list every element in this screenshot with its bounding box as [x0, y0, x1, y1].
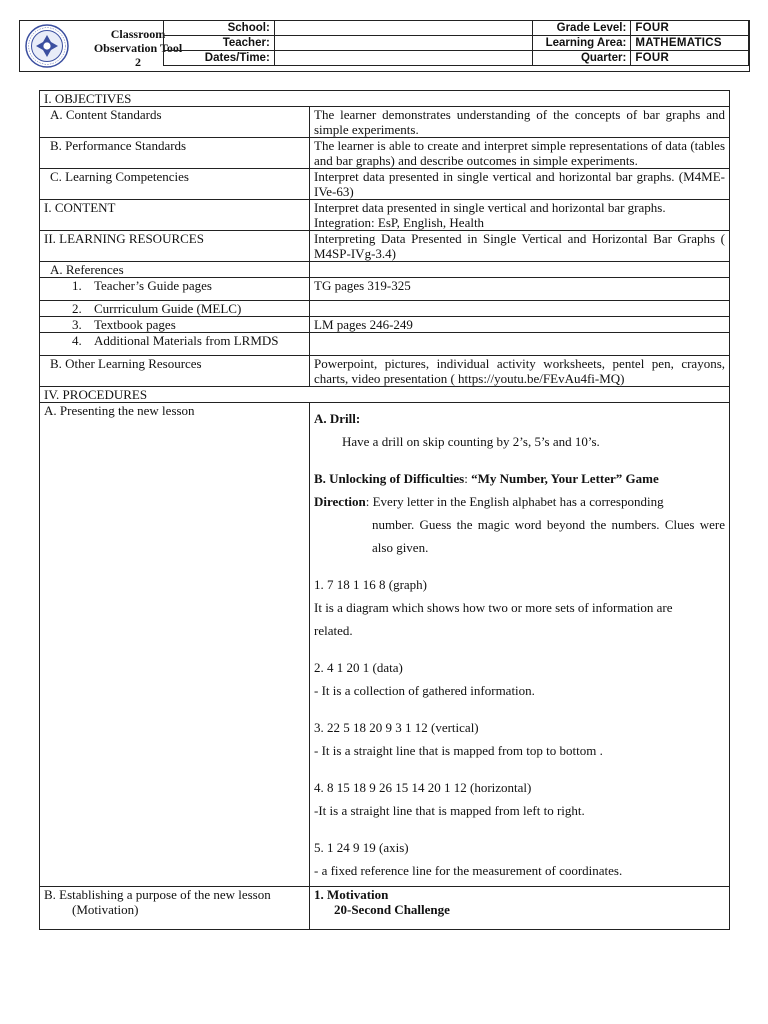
establishing-purpose-row [40, 887, 730, 930]
lesson-plan-table [39, 90, 730, 930]
reference-number: 2. [72, 301, 82, 316]
reference-number: 1. [72, 278, 82, 293]
unlocking-colon: : [464, 471, 472, 486]
reference-item-row [40, 317, 730, 333]
learning-resources-text: Interpreting Data Presented in Single Vertical and Horizontal Bar Graphs ( M4SP-IVg-3.4) [310, 231, 730, 262]
content-standards-label: A. Content Standards [40, 107, 310, 138]
references-value [310, 262, 730, 278]
clue-definition: -It is a straight line that is mapped from left to right. [314, 803, 585, 818]
clue-code: 3. 22 5 18 20 9 3 1 12 (vertical) [314, 720, 479, 735]
learning-area-value: MATHEMATICS [631, 36, 749, 51]
dates-label: Dates/Time: [164, 51, 275, 66]
presenting-lesson-row [40, 403, 730, 887]
quarter-value: FOUR [631, 51, 749, 66]
reference-value: TG pages 319-325 [310, 278, 730, 301]
reference-item-row [40, 333, 730, 356]
learning-competencies-label: C. Learning Competencies [40, 169, 310, 200]
performance-standards-text: The learner is able to create and interpret simple representations of data (tables and bar graphs) and describe outcomes in simple experiments. [310, 138, 730, 169]
deped-seal-icon [25, 24, 69, 68]
reference-label: Textbook pages [94, 317, 176, 332]
teacher-value [274, 36, 532, 51]
school-value [274, 21, 532, 36]
learning-area-label: Learning Area: [532, 36, 631, 51]
direction-label: Direction [314, 494, 366, 509]
header-block [19, 20, 750, 72]
reference-number: 3. [72, 317, 82, 332]
clue-definition-continued: related. [314, 623, 353, 638]
clue-code: 1. 7 18 1 16 8 (graph) [314, 577, 428, 592]
grade-level-label: Grade Level: [532, 21, 631, 36]
reference-value [310, 333, 730, 356]
content-standards-text: The learner demonstrates understanding of the concepts of bar graphs and simple experiments. [310, 107, 730, 138]
challenge-title: 20-Second Challenge [334, 902, 450, 917]
content-text: Interpret data presented in single vertical and horizontal bar graphs. Integration: EsP, English, Health [310, 200, 730, 231]
direction-text-continued: number. Guess the magic word beyond the numbers. Clues were also given. [372, 517, 726, 555]
content-label: I. CONTENT [40, 200, 310, 231]
clue-definition: It is a diagram which shows how two or more sets of information are [314, 600, 673, 615]
procedures-heading: IV. PROCEDURES [40, 387, 730, 403]
learning-competencies-text: Interpret data presented in single vertical and horizontal bar graphs. (M4ME-IVe-63) [310, 169, 730, 200]
learning-resources-label: II. LEARNING RESOURCES [40, 231, 310, 262]
presenting-lesson-label: A. Presenting the new lesson [40, 403, 310, 887]
objectives-heading: I. OBJECTIVES [40, 91, 730, 107]
other-resources-row [40, 356, 730, 387]
clue-code: 5. 1 24 9 19 (axis) [314, 840, 409, 855]
clue-code: 2. 4 1 20 1 (data) [314, 660, 403, 675]
objectives-heading-row [40, 91, 730, 107]
dates-value [274, 51, 532, 66]
clue-code: 4. 8 15 18 9 26 15 14 20 1 12 (horizontal) [314, 780, 532, 795]
content-standards-row [40, 107, 730, 138]
grade-level-value: FOUR [631, 21, 749, 36]
establishing-purpose-label: B. Establishing a purpose of the new lesson [44, 887, 271, 902]
reference-value: LM pages 246-249 [310, 317, 730, 333]
school-label: School: [164, 21, 275, 36]
performance-standards-row [40, 138, 730, 169]
reference-value [310, 301, 730, 317]
motivation-title: 1. Motivation [314, 887, 389, 902]
reference-label: Additional Materials from LRMDS [94, 333, 279, 348]
establishing-purpose-sub: (Motivation) [72, 902, 139, 917]
direction-text: : Every letter in the English alphabet has a corresponding [365, 494, 664, 509]
reference-label: Teacher’s Guide pages [94, 278, 212, 293]
reference-item-row [40, 278, 730, 301]
presenting-lesson-content [310, 403, 730, 887]
reference-item-row [40, 301, 730, 317]
drill-title: A. Drill: [314, 411, 361, 426]
header-meta-table [163, 20, 749, 66]
teacher-label: Teacher: [164, 36, 275, 51]
tool-title: Classroom Observation Tool 2 [93, 27, 183, 69]
drill-text: Have a drill on skip counting by 2’s, 5’s and 10’s. [342, 434, 600, 449]
other-resources-label: B. Other Learning Resources [40, 356, 310, 387]
game-title: “My Number, Your Letter” Game [471, 471, 659, 486]
clue-definition: - It is a collection of gathered information. [314, 683, 535, 698]
other-resources-text: Powerpoint, pictures, individual activity worksheets, pentel pen, crayons, charts, video presentation ( https://youtu.be/FEvAu4fi-MQ) [310, 356, 730, 387]
learning-competencies-row [40, 169, 730, 200]
references-label: A. References [40, 262, 310, 278]
clue-definition: - It is a straight line that is mapped from top to bottom . [314, 743, 603, 758]
procedures-heading-row [40, 387, 730, 403]
references-row [40, 262, 730, 278]
content-row [40, 200, 730, 231]
unlocking-title: B. Unlocking of Difficulties [314, 471, 465, 486]
reference-label: Currriculum Guide (MELC) [94, 301, 242, 316]
reference-number: 4. [72, 333, 82, 348]
learning-resources-row [40, 231, 730, 262]
clue-definition: - a fixed reference line for the measurement of coordinates. [314, 863, 623, 878]
performance-standards-label: B. Performance Standards [40, 138, 310, 169]
quarter-label: Quarter: [532, 51, 631, 66]
